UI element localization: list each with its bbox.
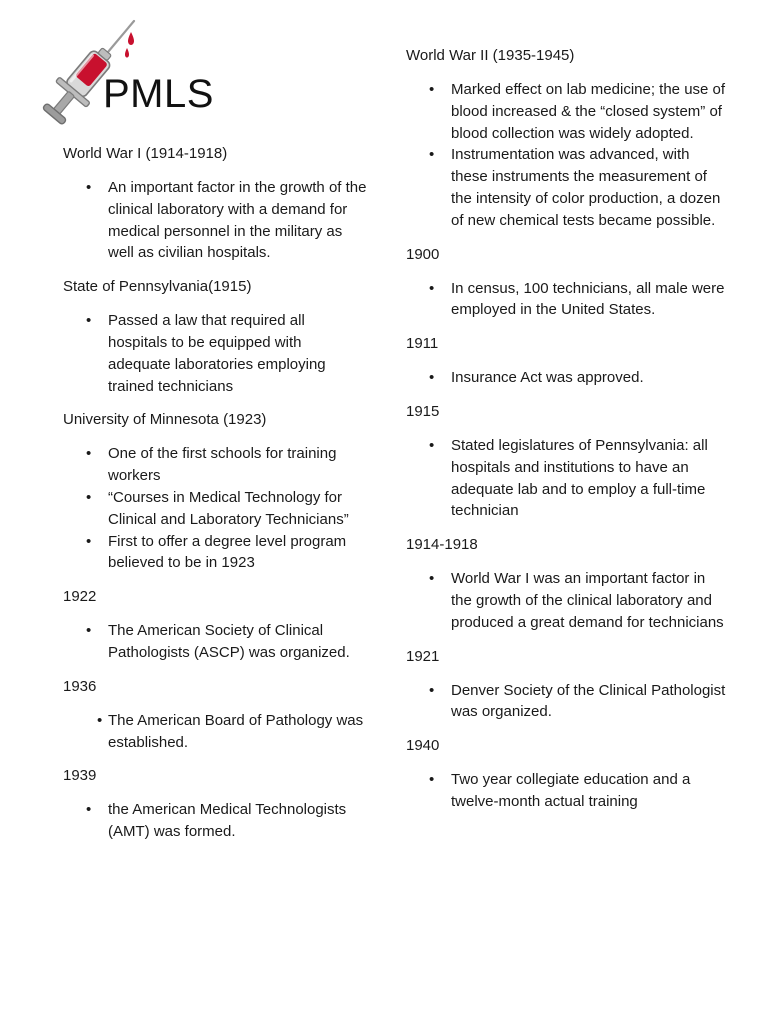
- bullet-list: [63, 443, 368, 574]
- bullet-list: [63, 710, 368, 754]
- bullet-list: [406, 278, 726, 322]
- section-heading: 1914-1918: [406, 536, 478, 554]
- section-heading: World War II (1935-1945): [406, 47, 575, 64]
- bullet-list: [63, 310, 368, 397]
- right-column: [406, 45, 726, 825]
- bullet-item: • Marked effect on lab medicine; the use of blood increased & the “closed system” of blood collection was widely adopted.: [406, 79, 726, 144]
- bullet-item: • The American Board of Pathology was established.: [63, 710, 368, 754]
- section-heading: 1922: [63, 588, 97, 606]
- section-heading: 1940: [406, 737, 440, 755]
- section-heading: 1915: [406, 402, 440, 420]
- bullet-list: [406, 769, 726, 813]
- bullet-item: • Denver Society of the Clinical Pathologist was organized.: [406, 680, 726, 724]
- section-heading: 1939: [63, 767, 97, 785]
- bullet-item: • One of the first schools for training workers: [63, 443, 368, 487]
- bullet-list: [406, 680, 726, 724]
- bullet-item: • In census, 100 technicians, all male were employed in the United States.: [406, 278, 726, 322]
- bullet-item: • the American Medical Technologists (AMT) was formed.: [63, 799, 368, 843]
- bullet-item: • Passed a law that required all hospitals to be equipped with adequate laboratories employing trained technicians: [63, 310, 368, 397]
- bullet-item: • World War I was an important factor in the growth of the clinical laboratory and produced a great demand for technicians: [406, 568, 726, 633]
- section-heading: 1936: [63, 677, 97, 695]
- section-heading: 1911: [406, 335, 439, 353]
- bullet-item: • Two year collegiate education and a twelve-month actual training: [406, 769, 726, 813]
- bullet-list: [63, 177, 368, 264]
- left-column: [63, 143, 368, 855]
- bullet-item: • The American Society of Clinical Pathologists (ASCP) was organized.: [63, 620, 368, 664]
- bullet-item: • Instrumentation was advanced, with these instruments the measurement of the intensity of color production, a dozen of new chemical tests became possible.: [406, 144, 726, 231]
- section-heading: 1900: [406, 245, 440, 263]
- bullet-item: • Stated legislatures of Pennsylvania: all hospitals and institutions to have an adequate lab and to employ a full-time technician: [406, 435, 726, 522]
- bullet-item: • An important factor in the growth of the clinical laboratory with a demand for medical personnel in the military as well as civilian hospitals.: [63, 177, 368, 264]
- section-heading: World War I (1914-1918): [63, 145, 228, 162]
- bullet-list: [406, 79, 726, 232]
- bullet-item: • First to offer a degree level program believed to be in 1923: [63, 531, 368, 575]
- section-heading: State of Pennsylvania(1915): [63, 278, 252, 296]
- bullet-list: [406, 435, 726, 522]
- bullet-item: • “Courses in Medical Technology for Clinical and Laboratory Technicians”: [63, 487, 368, 531]
- section-heading: 1921: [406, 647, 440, 665]
- bullet-list: [406, 367, 726, 389]
- bullet-list: [406, 568, 726, 633]
- section-heading: University of Minnesota (1923): [63, 411, 267, 429]
- bullet-list: [63, 620, 368, 664]
- logo: [40, 18, 240, 128]
- bullet-item: • Insurance Act was approved.: [406, 367, 726, 389]
- logo-text: PMLS: [103, 72, 214, 116]
- bullet-list: [63, 799, 368, 843]
